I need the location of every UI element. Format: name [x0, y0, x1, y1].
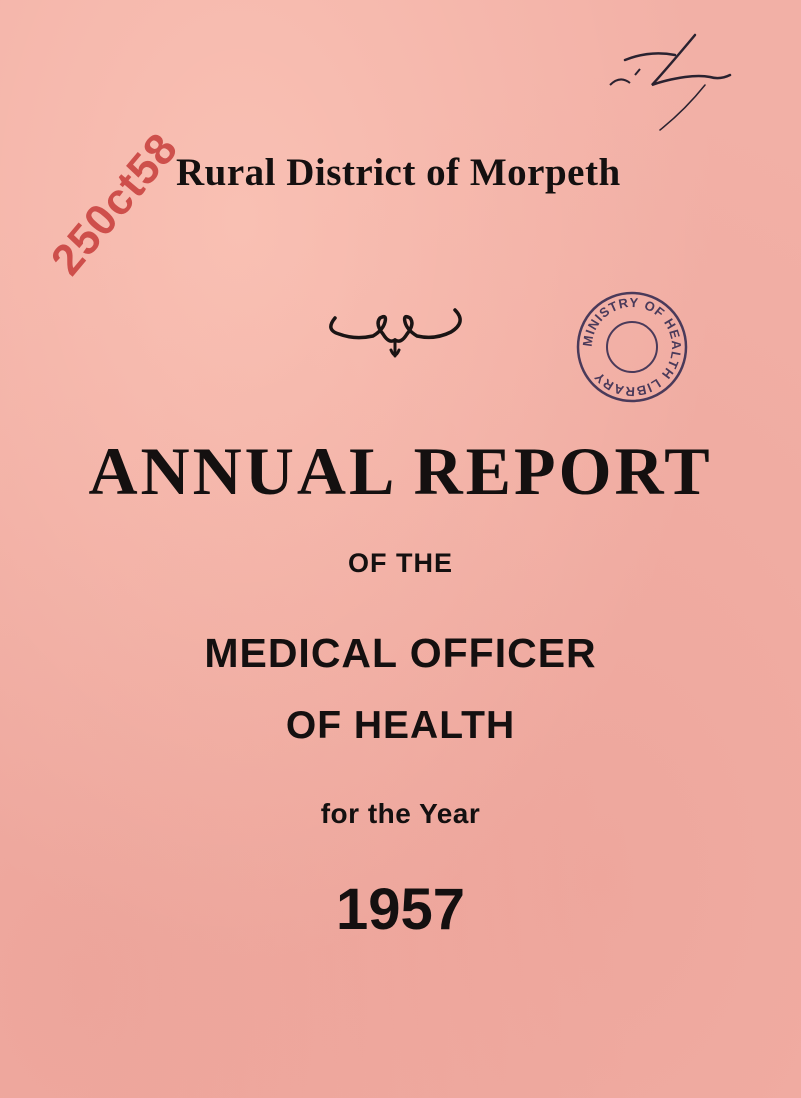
svg-text:MINISTRY OF HEALTH LIBRARY [580, 295, 684, 399]
library-seal-icon [575, 290, 690, 405]
subtitle-for-the-year: for the Year [320, 798, 481, 829]
report-title: ANNUAL REPORT [88, 433, 713, 509]
library-seal-text: MINISTRY OF HEALTH LIBRARY [579, 294, 685, 400]
flourish-ornament-icon [325, 300, 465, 362]
subtitle-of-the: OF THE [348, 548, 453, 578]
handwritten-signature [590, 25, 740, 135]
subtitle-of-health: OF HEALTH [285, 704, 516, 747]
accession-stamp-text: 250ct58 [41, 123, 188, 285]
district-heading: Rural District of Morpeth [176, 151, 621, 194]
subtitle-medical-officer: MEDICAL OFFICER [204, 630, 597, 676]
report-year: 1957 [335, 877, 466, 942]
